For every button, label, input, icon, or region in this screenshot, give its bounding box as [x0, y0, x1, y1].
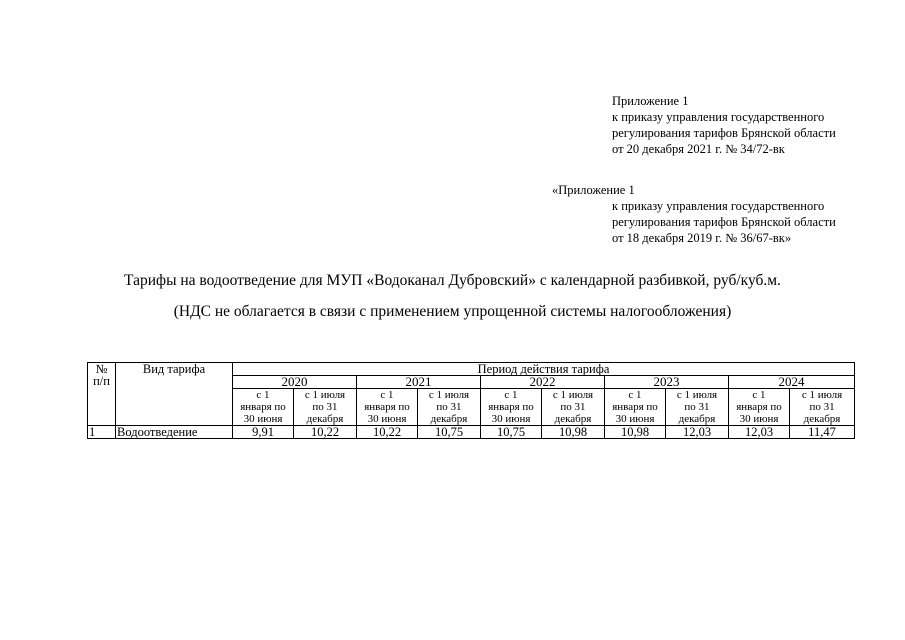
period-line: с 1 [256, 389, 270, 401]
period-second-half-header [666, 389, 729, 426]
period-line: с 1 июля [304, 389, 346, 401]
appendix-note-line: к приказу управления государственного [612, 199, 825, 213]
period-line: с 1 июля [676, 389, 718, 401]
period-first-half-header [729, 389, 790, 426]
period-line: декабря [803, 413, 841, 425]
period-line: 30 июня [243, 413, 283, 425]
year-header: 2021 [357, 376, 481, 389]
period-line: 30 июня [491, 413, 531, 425]
period-line: января по [736, 401, 782, 413]
period-line: декабря [430, 413, 468, 425]
col-number-header [88, 363, 116, 426]
period-line: января по [364, 401, 410, 413]
tariff-value: 9,91 [233, 426, 294, 439]
period-line: с 1 [752, 389, 766, 401]
period-line: по 31 [436, 401, 462, 413]
period-line: по 31 [684, 401, 710, 413]
period-line: января по [612, 401, 658, 413]
period-line: декабря [554, 413, 592, 425]
appendix-note-line: от 18 декабря 2019 г. № 36/67-вк» [612, 231, 792, 245]
period-line: декабря [678, 413, 716, 425]
period-first-half-header [481, 389, 542, 426]
tariff-value: 10,22 [294, 426, 357, 439]
col-type-header: Вид тарифа [116, 363, 233, 426]
period-line: 30 июня [615, 413, 655, 425]
period-line: 30 июня [739, 413, 779, 425]
year-header: 2022 [481, 376, 605, 389]
period-line: января по [240, 401, 286, 413]
period-second-half-header [294, 389, 357, 426]
table-row [88, 426, 855, 439]
period-line: по 31 [560, 401, 586, 413]
appendix-note-line: Приложение 1 [612, 94, 689, 108]
appendix-note-line: регулирования тарифов Брянской области [612, 126, 836, 140]
col-number-header-line: № [95, 362, 108, 376]
period-line: января по [488, 401, 534, 413]
period-line: по 31 [809, 401, 835, 413]
appendix-note-line: от 20 декабря 2021 г. № 34/72-вк [612, 142, 785, 156]
year-header: 2023 [605, 376, 729, 389]
period-line: с 1 [628, 389, 642, 401]
appendix-note-line: регулирования тарифов Брянской области [612, 215, 836, 229]
document-title: Тарифы на водоотведение для МУП «Водоканал Дубровский» с календарной разбивкой, руб/куб.м. [124, 272, 781, 289]
tariff-type: Водоотведение [116, 426, 233, 439]
period-line: с 1 июля [428, 389, 470, 401]
document-subtitle: (НДС не облагается в связи с применением упрощенной системы налогообложения) [173, 303, 732, 320]
col-number-header-line: п/п [93, 374, 110, 388]
period-first-half-header [605, 389, 666, 426]
year-header: 2020 [233, 376, 357, 389]
period-line: с 1 июля [801, 389, 843, 401]
tariff-value: 10,98 [542, 426, 605, 439]
appendix-note-line: «Приложение 1 [552, 183, 635, 197]
col-period-header: Период действия тарифа [233, 363, 855, 376]
tariff-value: 12,03 [729, 426, 790, 439]
table-header-row [88, 363, 855, 376]
tariff-table [87, 362, 855, 439]
appendix-note-previous [552, 182, 836, 246]
tariff-value: 10,22 [357, 426, 418, 439]
period-line: с 1 [504, 389, 518, 401]
period-first-half-header [233, 389, 294, 426]
period-line: декабря [306, 413, 344, 425]
tariff-value: 11,47 [790, 426, 855, 439]
period-line: с 1 [380, 389, 394, 401]
row-number: 1 [88, 426, 116, 439]
tariff-value: 10,75 [418, 426, 481, 439]
period-second-half-header [418, 389, 481, 426]
period-line: 30 июня [367, 413, 407, 425]
tariff-value: 10,75 [481, 426, 542, 439]
period-line: по 31 [312, 401, 338, 413]
period-second-half-header [790, 389, 855, 426]
appendix-note-current [612, 93, 836, 157]
tariff-value: 10,98 [605, 426, 666, 439]
appendix-note-line: к приказу управления государственного [612, 110, 825, 124]
period-second-half-header [542, 389, 605, 426]
period-line: с 1 июля [552, 389, 594, 401]
tariff-value: 12,03 [666, 426, 729, 439]
period-first-half-header [357, 389, 418, 426]
year-header: 2024 [729, 376, 855, 389]
